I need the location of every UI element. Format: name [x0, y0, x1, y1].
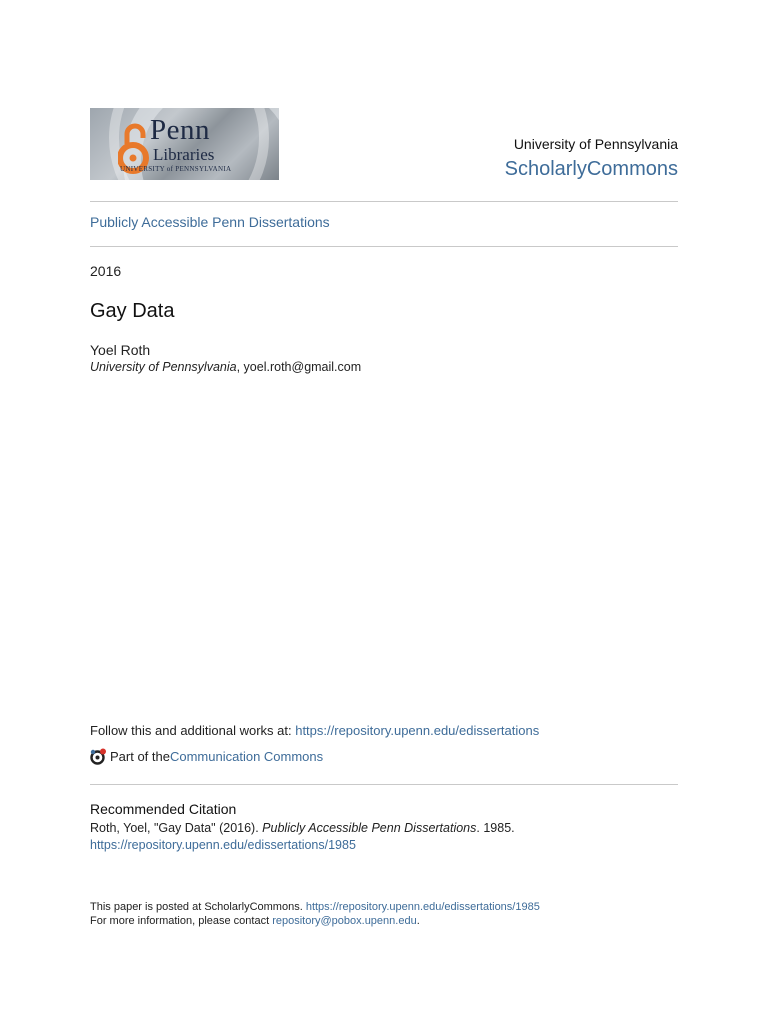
divider — [90, 246, 678, 247]
posted-label: This paper is posted at ScholarlyCommons. — [90, 901, 306, 913]
citation-url-link[interactable]: https://repository.upenn.edu/edissertations/1985 — [90, 838, 356, 852]
citation-text — [90, 821, 515, 835]
contact-line — [90, 915, 420, 927]
logo-libraries-text: Libraries — [153, 145, 215, 164]
citation-url-line — [90, 838, 356, 852]
scholarlycommons-link[interactable]: ScholarlyCommons — [504, 158, 678, 180]
contact-tail: . — [416, 915, 420, 927]
part-of-line — [90, 748, 323, 765]
author-email: , yoel.roth@gmail.com — [236, 360, 362, 374]
logo-university-text: UNIVERSITY of PENNSYLVANIA — [120, 165, 232, 173]
contact-label: For more information, please contact — [90, 915, 273, 927]
network-icon — [90, 748, 107, 765]
divider — [90, 201, 678, 202]
document-title: Gay Data — [90, 300, 175, 322]
publication-year: 2016 — [90, 263, 122, 279]
author-name: Yoel Roth — [90, 342, 151, 358]
posted-url-link[interactable]: https://repository.upenn.edu/edissertations/1985 — [305, 901, 540, 913]
penn-libraries-logo[interactable] — [90, 108, 279, 180]
author-affiliation — [90, 360, 361, 374]
citation-plain: Roth, Yoel, "Gay Data" (2016). — [90, 821, 263, 835]
follow-label: Follow this and additional works at: — [90, 723, 296, 738]
citation-journal: Publicly Accessible Penn Dissertations — [262, 821, 477, 835]
part-of-label: Part of the — [110, 749, 170, 764]
affiliation-name: University of Pennsylvania — [90, 360, 237, 374]
collection-link[interactable]: Publicly Accessible Penn Dissertations — [90, 214, 330, 230]
citation-tail: . 1985. — [476, 821, 515, 835]
communication-commons-link[interactable]: Communication Commons — [169, 749, 324, 764]
institution-name: University of Pennsylvania — [513, 136, 678, 152]
posted-line — [90, 901, 540, 913]
follow-url-link[interactable]: https://repository.upenn.edu/edissertations — [295, 723, 540, 738]
divider — [90, 784, 678, 785]
contact-email-link[interactable]: repository@pobox.upenn.edu — [272, 915, 417, 927]
recommended-citation-heading: Recommended Citation — [90, 801, 237, 817]
follow-line — [90, 723, 539, 738]
logo-penn-text: Penn — [150, 114, 210, 146]
